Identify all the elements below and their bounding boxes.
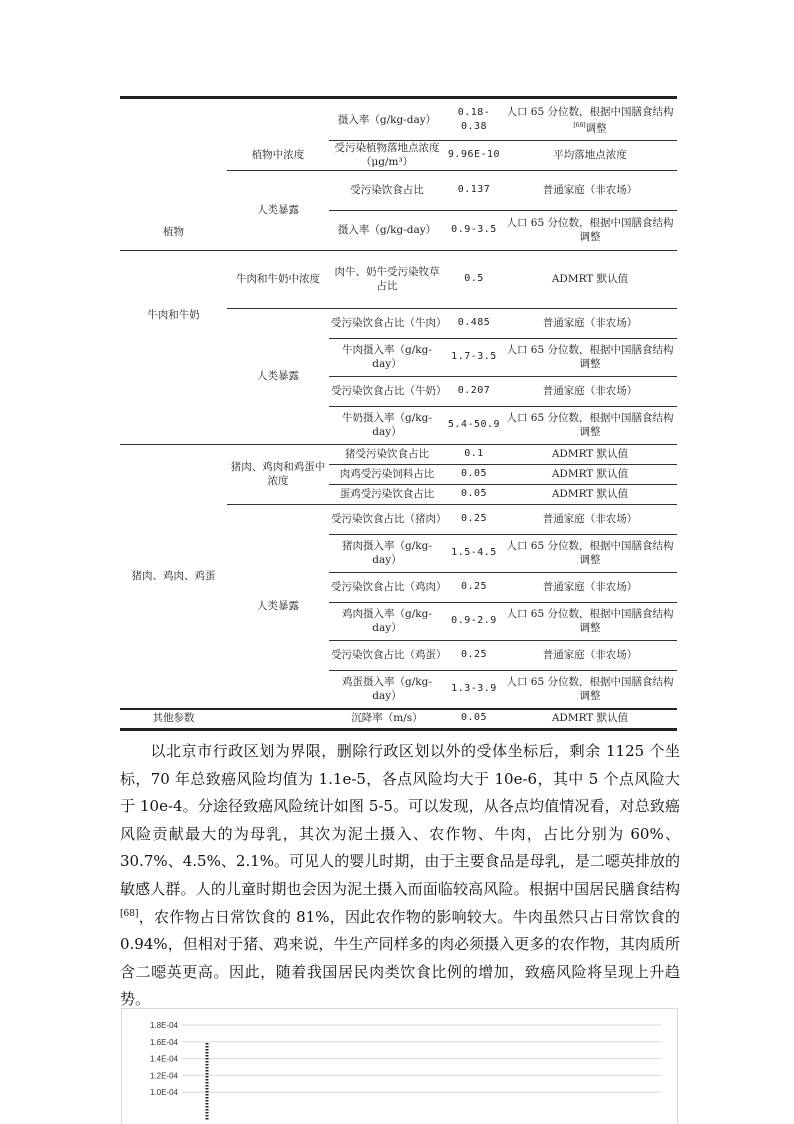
table-row-divider [329, 640, 677, 641]
table-bottom-rule [120, 728, 677, 731]
risk-chart [121, 1008, 678, 1124]
group-label-plant: 植物 [163, 225, 184, 238]
table-row-divider [329, 602, 677, 603]
table-top-rule [120, 96, 677, 99]
param-value: 0.05 [460, 468, 488, 479]
param-note: 普通家庭（非农场） [542, 649, 638, 661]
param-name: 受污染饮食占比（牛肉） [331, 317, 447, 329]
subgroup-label: 牛肉和牛奶中浓度 [236, 273, 320, 285]
param-name: 受污染饮食占比（牛奶） [331, 385, 447, 397]
table-row-divider [120, 444, 677, 445]
param-note: 人口 65 分位数，根据中国膳食结构调整 [506, 608, 674, 634]
param-note: 人口 65 分位数，根据中国膳食结构调整 [506, 217, 674, 243]
param-note: 人口 65 分位数，根据中国膳食结构调整 [506, 344, 674, 370]
group-label-pork: 猪肉、鸡肉、鸡蛋 [131, 570, 216, 582]
param-name: 受污染饮食占比 [350, 184, 424, 196]
table-row-divider [329, 406, 677, 407]
param-name: 肉牛、奶牛受污染牧草占比 [334, 266, 440, 292]
param-value: 1.5-4.5 [451, 547, 497, 558]
param-value: 0.137 [457, 184, 491, 195]
param-name: 猪受污染饮食占比 [345, 448, 429, 460]
param-note: ADMRT 默认值 [551, 448, 629, 460]
param-value: 0.207 [457, 385, 491, 396]
param-name: 摄入率（g/kg-day） [337, 224, 437, 236]
param-name: 鸡蛋摄入率（g/kg-day） [342, 676, 432, 702]
y-tick-label: 1.8E-04 [149, 1021, 178, 1030]
param-value: 0.1 [464, 448, 484, 459]
param-name: 牛肉摄入率（g/kg-day） [342, 344, 432, 370]
subgroup-label: 植物中浓度 [251, 149, 305, 161]
param-note: ADMRT 默认值 [551, 468, 629, 480]
table-row-divider [227, 308, 677, 309]
table-row-divider [329, 140, 677, 141]
table-row-divider [120, 250, 677, 251]
param-value: 0.18-0.38 [457, 107, 491, 132]
param-note: 普通家庭（非农场） [542, 317, 638, 329]
group-label-other: 其他参数 [152, 712, 195, 724]
param-name: 受污染饮食占比（鸡肉） [331, 581, 447, 593]
table-row-divider [227, 170, 677, 171]
table-row [120, 100, 677, 140]
table-row-divider [120, 708, 677, 710]
param-value: 0.05 [460, 488, 488, 499]
param-value: 1.3-3.9 [451, 683, 497, 694]
table-row [120, 708, 677, 728]
risk-chart-svg [122, 1009, 677, 1124]
subgroup-label: 人类暴露 [257, 204, 299, 216]
param-value: 0.05 [460, 712, 488, 723]
table-row-divider [329, 464, 677, 465]
group-label-beef: 牛肉和牛奶 [147, 309, 200, 321]
y-tick-label: 1.0E-04 [149, 1088, 178, 1098]
y-tick-label: 1.4E-04 [149, 1054, 178, 1064]
param-note: 普通家庭（非农场） [542, 385, 638, 397]
param-name: 摄入率（g/kg-day） [337, 114, 437, 126]
table-row-divider [329, 534, 677, 535]
param-note: 人口 65 分位数，根据中国膳食结构[68]调整 [506, 105, 674, 135]
param-note: 人口 65 分位数，根据中国膳食结构调整 [506, 676, 674, 702]
table-row-divider [329, 572, 677, 573]
table-row-divider [329, 338, 677, 339]
param-value: 1.7-3.5 [451, 351, 497, 362]
table-row-divider [329, 484, 677, 485]
param-value: 0.485 [457, 317, 491, 328]
subgroup-label: 人类暴露 [257, 600, 299, 612]
param-note: 普通家庭（非农场） [542, 513, 638, 525]
param-note: 人口 65 分位数，根据中国膳食结构调整 [506, 412, 674, 438]
param-note: 人口 65 分位数，根据中国膳食结构调整 [506, 540, 674, 566]
param-name: 受污染饮食占比（鸡蛋） [331, 649, 447, 661]
param-name: 受污染植物落地点浓度（μg/m³） [334, 142, 440, 168]
table-row-divider [329, 670, 677, 671]
param-name: 受污染饮食占比（猪肉） [331, 513, 447, 525]
param-name: 鸡肉摄入率（g/kg-day） [342, 608, 432, 634]
body-paragraph: 以北京市行政区划为界限，删除行政区划以外的受体坐标后，剩余 1125 个坐标，70 年总致癌风险均值为 1.1e-5，各点风险均大于 10e-6，其中 5 个点风险大于 10e-4。分途径致癌风险统计如图 5-5。可以发现，从各点均值情况看，对总致癌风险贡献最大的为母乳，其次为泥土摄入、农作物、牛肉，占比分别为 60%、30.7%、4.5%、2.1%。可见人的婴儿时期，由于主要食品是母乳，是二噁英排放的敏感人群。人的儿童时期也会因为泥土摄入而面临较高风险。根据中国居民膳食结构[68]，农作物占日常饮食的 81%，因此农作物的影响较大。牛肉虽然只占日常饮食的 0.94%，但相对于猪、鸡来说，牛生产同样多的肉必须摄入更多的农作物，其肉质所含二噁英更高。因此，随着我国居民肉类饮食比例的增加，致癌风险将呈现上升趋势。 [120, 742, 680, 1009]
param-value: 0.25 [460, 649, 488, 660]
param-name: 肉鸡受污染饲料占比 [339, 468, 435, 480]
y-tick-label: 1.6E-04 [149, 1037, 178, 1047]
param-name: 蛋鸡受污染饮食占比 [339, 488, 435, 500]
param-name: 猪肉摄入率（g/kg-day） [342, 540, 432, 566]
param-value: 0.25 [460, 581, 488, 592]
param-note: 平均落地点浓度 [553, 149, 627, 161]
param-note: ADMRT 默认值 [551, 488, 629, 500]
table-row-divider [329, 210, 677, 211]
table-row-divider [227, 504, 677, 505]
param-note: ADMRT 默认值 [551, 712, 629, 724]
parameter-table-grid [120, 100, 677, 728]
subgroup-label: 人类暴露 [257, 370, 299, 382]
table-row [120, 444, 677, 464]
param-value: 5.4-50.9 [447, 419, 501, 430]
table-row [120, 308, 677, 338]
param-value: 0.25 [460, 513, 488, 524]
param-value: 0.9-2.9 [451, 615, 497, 626]
param-value: 0.5 [464, 273, 484, 284]
param-note: 普通家庭（非农场） [542, 184, 638, 196]
param-name: 沉降率（m/s） [351, 712, 423, 724]
param-name: 牛奶摄入率（g/kg-day） [342, 412, 432, 438]
table-row-divider [329, 376, 677, 377]
param-note: ADMRT 默认值 [551, 273, 629, 285]
subgroup-label: 猪肉、鸡肉和鸡蛋中浓度 [230, 461, 326, 487]
param-value: 9.96E-10 [447, 149, 501, 160]
param-note: 普通家庭（非农场） [542, 581, 638, 593]
param-value: 0.9-3.5 [451, 224, 497, 235]
y-tick-label: 1.2E-04 [149, 1071, 178, 1081]
